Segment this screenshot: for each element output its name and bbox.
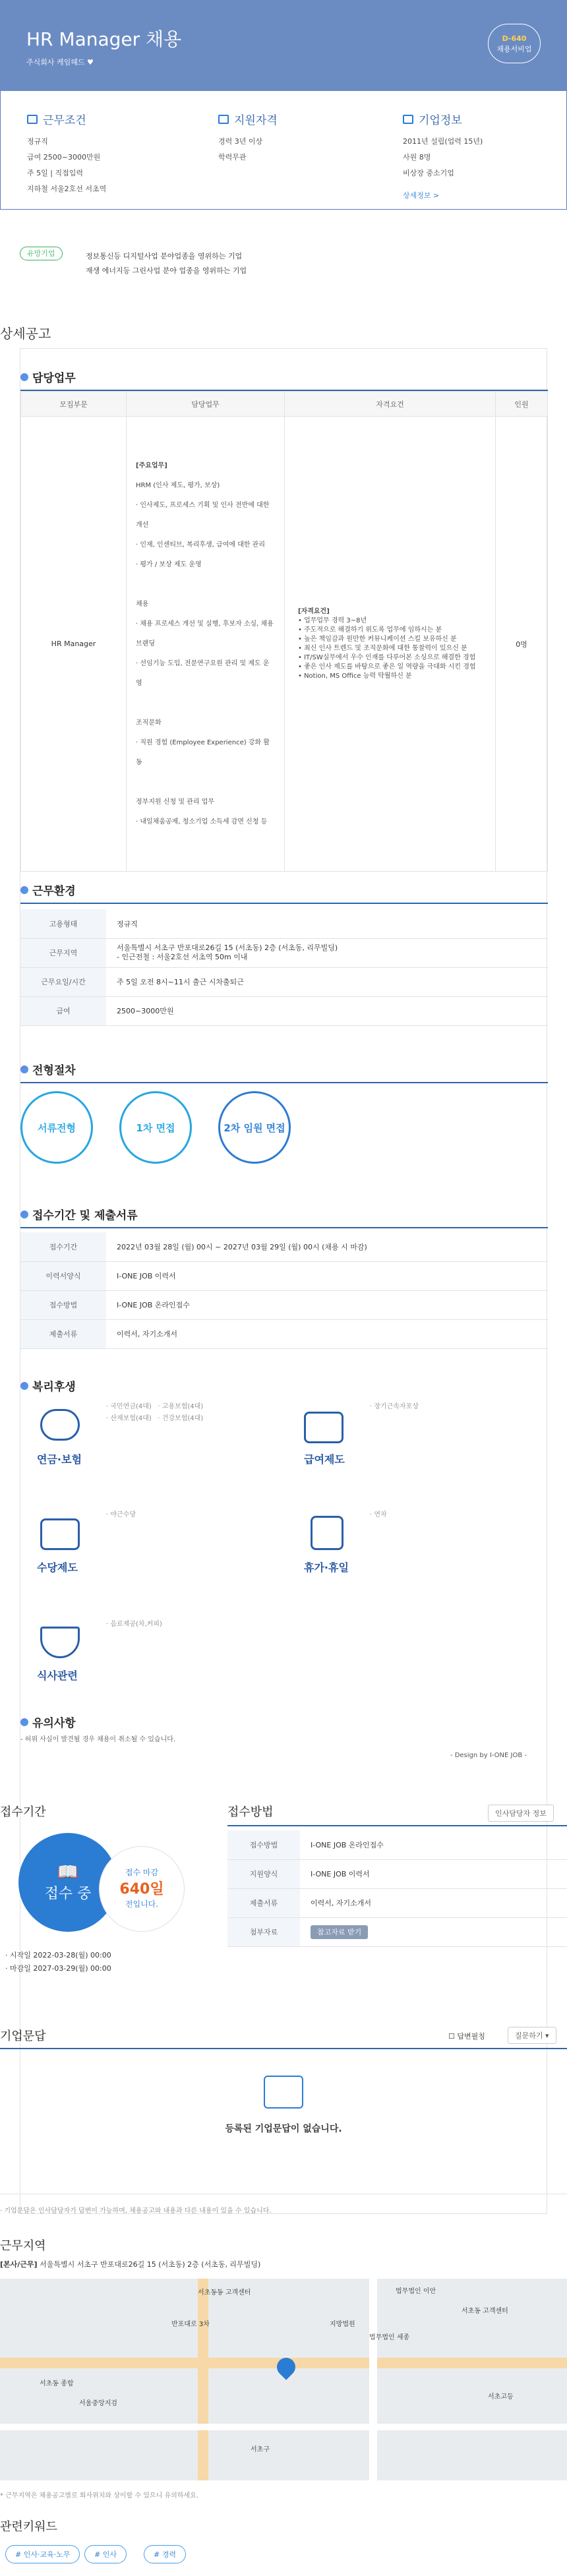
summary-box xyxy=(0,91,567,210)
welfare-title: 복리후생 xyxy=(32,1381,76,1394)
duty-count: 0명 xyxy=(496,417,548,872)
status-circle: 📖 접수 중 xyxy=(18,1833,117,1932)
promising-badge: 유망기업 xyxy=(20,247,63,260)
step-document: 서류전형 xyxy=(20,1091,93,1164)
document-icon xyxy=(27,115,38,124)
book-icon: 📖 xyxy=(57,1863,79,1882)
duty-table: 모집부문 담당업무 자격요건 인원 HR Manager [주요업무] HRM (인사 제도, 평가, 보상) · 인사제도, 프로세스 기획 및 인사 전반에 대한 개선 · 인재, 인센티브, 복리후생, 급여에 대한 관리 · 평가 / 보상 제도 운영 채용 · 채용 프로세스 개선 및 실행, 후보자 소싱, 채용 브랜딩 · 선임기능 도입, 전문연구요원 관리 및 제도 운영 조직문화 · 직원 경험 (Employee Experience) 강화 활동 정부지원 신청 및 관리 업무 · 내일채움공제, 청소기업 소득세 감면 신청 등 [자격요건] • 업무업무 경력 3~8년 • 주도적으로 해결하기 위도록 업무에 임하시는 분 • 높은 책임감과 원만한 커뮤니케이션 스킬 보유하신 분 • 최신 인사 트렌드 및 조직문화에 대한 통찰력이 있으신 분 • IT/SW실무에서 우수 인재를 다루어본 소싱으로 해결한 경험 • 좋은 인사 제도를 바탕으로 좋은 일 역량을 극대화 시킨 경험 • Notion, MS Office 능력 탁월하신 분 0명 xyxy=(20,391,548,872)
env-title: 근무환경 xyxy=(32,885,76,898)
promising-tag-row xyxy=(20,248,63,258)
job-title: HR Manager 채용 xyxy=(26,28,182,50)
allowance-icon xyxy=(40,1518,80,1550)
ask-select[interactable]: 질문하기 ▾ xyxy=(508,2027,556,2044)
location-title: 근무지역 xyxy=(0,2239,46,2253)
vacation-icon xyxy=(311,1516,343,1550)
mail-icon xyxy=(264,2076,303,2109)
briefcase-icon xyxy=(218,115,229,124)
step-interview-1: 1차 면접 xyxy=(119,1091,192,1164)
detail-title: 상세공고 xyxy=(0,326,51,342)
meal-icon xyxy=(40,1627,80,1658)
duty-part: HR Manager xyxy=(21,417,127,872)
company-info: 기업정보 2011년 설립(업력 15년) 사원 8명 비상장 중소기업 상세정보 > xyxy=(403,114,483,200)
dday-badge: D-640 채용서비업 xyxy=(488,24,541,63)
deadline-circle: 접수 마감 640일 전입니다. xyxy=(99,1846,185,1932)
qna-empty: 등록된 기업문답이 없습니다. xyxy=(0,2049,567,2194)
duty-requirements: [자격요건] • 업무업무 경력 3~8년 • 주도적으로 해결하기 위도록 업무에 임하시는 분 • 높은 책임감과 원만한 커뮤니케이션 스킬 보유하신 분 • 최신 인사 트렌드 및 조직문화에 대한 통찰력이 있으신 분 • IT/SW실무에서 우수 인재를 다루어본 소싱으로 해결한 경험 • 좋은 인사 제도를 바탕으로 좋은 일 역량을 극대화 시킨 경험 • Notion, MS Office 능력 탁월하신 분 xyxy=(285,417,496,872)
hr-info-button[interactable]: 인사담당자 정보 xyxy=(488,1805,554,1822)
welfare-allowance-items: · 야근수당 xyxy=(106,1511,136,1518)
company-name[interactable]: 주식회사 케임헤드 ♥ xyxy=(26,58,94,67)
welfare-meal-items: · 음료제공(차,커피) xyxy=(106,1621,162,1628)
env-table: 고용형태 정규직 근무지역 서울특별시 서초구 반포대로26길 15 (서초동) 2층 (서초동, 리무빌딩) - 인근전철 : 서울2호선 서초역 50m 이내 근무요일/시간 주 5일 오전 8시~11시 출근 시차출퇴근 급여 2500~3000만원 xyxy=(20,909,548,1026)
keyword-tag[interactable]: # 경력 xyxy=(144,2545,186,2563)
design-credit: - Design by I-ONE JOB - xyxy=(450,1752,527,1759)
apply-title: 접수기간 및 제출서류 xyxy=(32,1209,138,1222)
welfare-salary-items: · 장기근속자포상 xyxy=(370,1403,419,1410)
job-header xyxy=(0,0,567,91)
keyword-tag[interactable]: # 인사·교육·노무 xyxy=(5,2545,80,2563)
heart-icon[interactable]: ♥ xyxy=(87,58,94,67)
keywords-title: 관련키워드 xyxy=(0,2520,57,2534)
welfare-meal: 식사관련 xyxy=(37,1669,78,1682)
qna-footnote: · 기업문답은 인사담당자가 답변이 가능하며, 채용공고와 내용과 다른 내용이 있을 수 있습니다. xyxy=(0,2207,272,2215)
welfare-vacation: 휴가·휴일 xyxy=(304,1561,349,1574)
qualification: 지원자격 경력 3년 이상 학력무관 xyxy=(218,114,278,162)
tag-lines xyxy=(86,249,247,278)
welfare-pension-items: · 국민연금(4대) · 고용보험(4대) · 산재보험(4대) · 건강보험(4대) xyxy=(106,1403,204,1422)
welfare-vacation-items: · 연차 xyxy=(370,1511,387,1518)
period-dates: · 시작일 2022-03-28(월) 00:00 · 마감일 2027-03-29(월) 00:00 xyxy=(5,1951,111,1973)
location-note: * 근무지역은 채용공고별로 회사위치와 상이할 수 있으니 유의하세요. xyxy=(0,2492,198,2500)
notice-text: - 허위 사실이 발견될 경우 채용이 취소될 수 있습니다. xyxy=(20,1736,176,1743)
qna-title: 기업문답 xyxy=(0,2029,46,2043)
period-title: 접수기간 xyxy=(0,1805,46,1819)
tag-line: 재생 에너지등 그린사업 분야 업종을 영위하는 기업 xyxy=(86,266,247,275)
step-interview-2: 2차 임원 면접 xyxy=(218,1091,291,1164)
building-icon xyxy=(403,115,413,124)
download-attachment-button[interactable]: 참고자료 받기 xyxy=(311,1925,368,1939)
pension-icon xyxy=(40,1409,80,1441)
work-condition: 근무조건 정규직 급여 2500~3000만원 주 5일 | 직접입력 지하철 서울2호선 서초역 xyxy=(27,114,107,193)
steps-title: 전형절차 xyxy=(32,1064,76,1077)
duty-tasks: [주요업무] HRM (인사 제도, 평가, 보상) · 인사제도, 프로세스 기획 및 인사 전반에 대한 개선 · 인재, 인센티브, 복리후생, 급여에 대한 관리 · 평가 / 보상 제도 운영 채용 · 채용 프로세스 개선 및 실행, 후보자 소싱, 채용 브랜딩 · 선임기능 도입, 전문연구요원 관리 및 제도 운영 조직문화 · 직원 경험 (Employee Experience) 강화 활동 정부지원 신청 및 관리 업무 · 내일채움공제, 청소기업 소득세 감면 신청 등 xyxy=(127,417,285,872)
map[interactable]: 서초동동 고객센터 법무법인 이안 반포대로 3차 서초동 고객센터 지방법원 법무법인 세종 서초동 종합 서울중앙지검 서초고등 서초구 xyxy=(0,2279,567,2480)
tag-line: 정보통신등 디지털사업 분야업종을 영위하는 기업 xyxy=(86,252,243,260)
company-detail-link[interactable]: 상세정보 > xyxy=(403,191,440,200)
welfare-allowance: 수당제도 xyxy=(37,1561,78,1574)
notice-title: 유의사항 xyxy=(32,1717,76,1730)
method-table: 접수방법 I-ONE JOB 온라인접수 지원양식 I-ONE JOB 이력서 제출서류 이력서, 자기소개서 첨부자료 참고자료 받기 xyxy=(227,1830,567,1947)
method-title: 접수방법 xyxy=(227,1805,274,1819)
salary-icon xyxy=(304,1412,343,1443)
apply-table: 접수기간 2022년 03월 28일 (월) 00시 ~ 2027년 03월 29일 (월) 00시 (채용 시 마감) 이력서양식 I-ONE JOB 이력서 접수방법 I-ONE JOB 온라인접수 제출서류 이력서, 자기소개서 xyxy=(20,1232,548,1349)
duty-title: 담당업무 xyxy=(32,372,76,385)
qna-check[interactable]: ☐ 답변필칭 xyxy=(448,2032,485,2041)
keyword-tag[interactable]: # 인사 xyxy=(84,2545,127,2563)
welfare-pension: 연금·보험 xyxy=(37,1453,82,1466)
location-address: [본사/근무] 서울특별시 서초구 반포대로26길 15 (서초동) 2층 (서초동, 리무빌딩) xyxy=(0,2260,261,2269)
welfare-salary: 급여제도 xyxy=(304,1453,345,1466)
